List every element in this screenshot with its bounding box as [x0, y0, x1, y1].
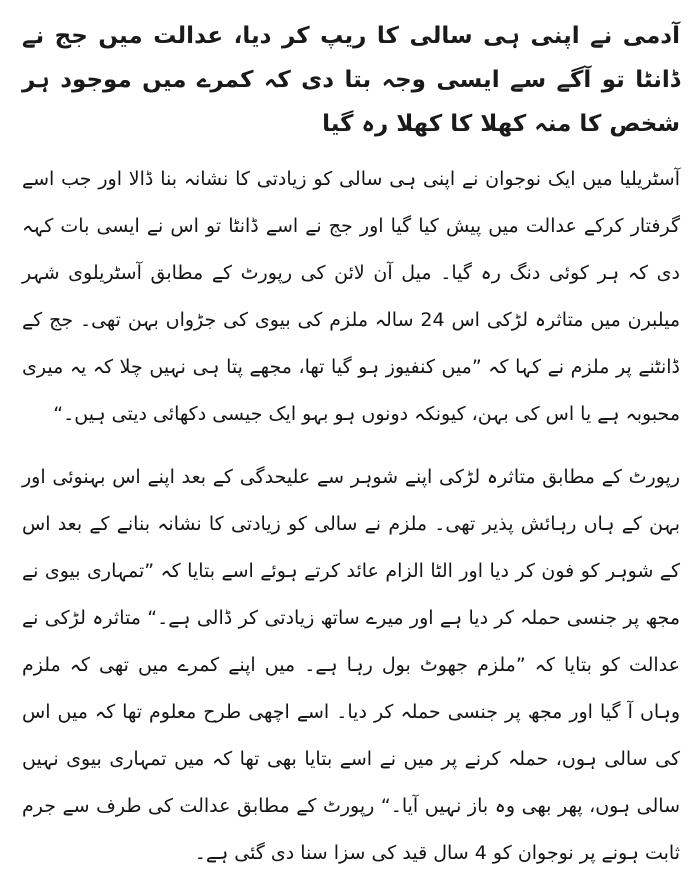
article-paragraph-1: آسٹریلیا میں ایک نوجوان نے اپنی ہی سالی کو زیادتی کا نشانہ بنا ڈالا اور جب اسے گرفتار کرکے عدالت میں پیش کیا گیا اور جج نے اسے ڈانٹا تو اس نے ایسی بات کہہ دی کہ ہر کوئی دنگ رہ گیا۔ میل آن لائن کی رپورٹ کے مطابق آسٹریلوی شہر میلبرن میں متاثرہ لڑکی اس 24 سالہ ملزم کی بیوی کی جڑواں بہن تھی۔ جج کے ڈانٹنے پر ملزم نے کہا کہ ”میں کنفیوز ہو گیا تھا، مجھے پتا ہی نہیں چلا کہ یہ میری محبوبہ ہے یا اس کی بہن، کیونکہ دونوں ہو بہو ایک جیسی دکھائی دیتی ہیں۔“ — [22, 168, 680, 425]
article-paragraph-2: رپورٹ کے مطابق متاثرہ لڑکی اپنے شوہر سے علیحدگی کے بعد اپنے اس بہنوئی اور بہن کے ہاں رہائش پذیر تھی۔ ملزم نے سالی کو زیادتی کا نشانہ بنانے کے بعد اس کے شوہر کو فون کر دیا اور الٹا الزام عائد کرتے ہوئے اسے بتایا کہ ”تمہاری بیوی نے مجھ پر جنسی حملہ کر دیا ہے اور میرے ساتھ زیادتی کر ڈالی ہے۔“ متاثرہ لڑکی نے عدالت کو بتایا کہ ”ملزم جھوٹ بول رہا ہے۔ میں اپنے کمرے میں تھی کہ ملزم وہاں آ گیا اور مجھ پر جنسی حملہ کر دیا۔ اسے اچھی طرح معلوم تھا کہ میں اس کی سالی ہوں، حملہ کرنے پر میں نے اسے بتایا بھی تھا کہ میں تمہاری بیوی نہیں سالی ہوں، پھر بھی وہ باز نہیں آیا۔“ رپورٹ کے مطابق عدالت کی طرف سے جرم ثابت ہونے پر نوجوان کو 4 سال قید کی سزا سنا دی گئی ہے۔ — [22, 466, 680, 864]
news-article — [22, 14, 680, 877]
article-headline: آدمی نے اپنی ہی سالی کا ریپ کر دیا، عدالت میں جج نے ڈانٹا تو آگے سے ایسی وجہ بتا دی کہ کمرے میں موجود ہر شخص کا منہ کھلا کا کھلا رہ گیا — [22, 23, 680, 137]
